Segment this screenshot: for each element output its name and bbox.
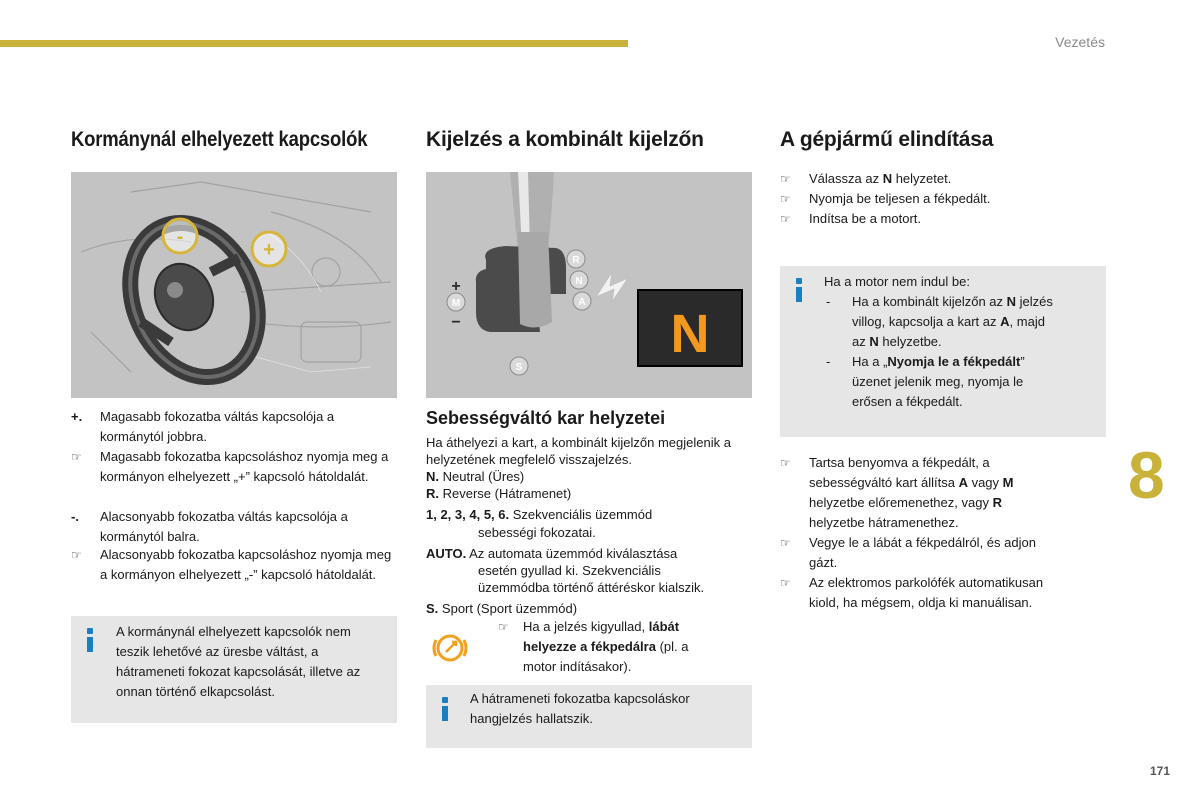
pointing-hand-icon: ☞ <box>780 212 791 226</box>
info-icon <box>441 697 449 721</box>
gear-auto-line2: esetén gyullad ki. Szekvenciális <box>478 563 661 578</box>
list-item-mark: +. <box>71 409 83 424</box>
col1-heading-wrap <box>71 128 408 152</box>
info-icon <box>86 628 94 652</box>
col2-info-box <box>426 685 752 748</box>
gear-seq-line2: sebességi fokozatai. <box>478 525 596 540</box>
pointing-hand-icon: ☞ <box>498 620 509 634</box>
list-item: ☞ Vegye le a lábát a fékpedálról, és adjon gázt. <box>780 535 1036 570</box>
gear-minus-label: − <box>451 314 461 331</box>
list-item <box>71 507 401 545</box>
gear-auto-line3: üzemmódba történő áttéréskor kialszik. <box>478 580 705 595</box>
col3-info-content <box>824 272 1099 412</box>
col1-list <box>71 407 401 585</box>
gear-n-line: N. Neutral (Üres) <box>426 469 525 484</box>
col2-info-text: A hátrameneti fokozatba kapcsoláskor hangjelzés hallatszik. <box>470 691 690 726</box>
col1-info-box <box>71 616 397 723</box>
gear-plus-label: + <box>451 278 461 295</box>
steering-wheel-illustration <box>71 172 397 398</box>
pointing-hand-icon: ☞ <box>71 450 82 464</box>
col1-info-text: A kormánynál elhelyezett kapcsolók nem teszik lehetővé az üresbe váltást, a hátrameneti fokozat kapcsolását, illetve az onnan történő elkapcsolást. <box>116 624 361 699</box>
col2-heading-wrap <box>426 128 704 152</box>
gear-auto-line: AUTO. Az automata üzemmód kiválasztása <box>426 546 678 561</box>
col3-info-title: Ha a motor nem indul be: <box>824 274 970 289</box>
header-accent-bar <box>0 40 628 47</box>
list-item <box>71 545 401 585</box>
brake-warning-icon <box>430 628 470 668</box>
gear-seq-line: 1, 2, 3, 4, 5, 6. Szekvenciális üzemmód <box>426 507 653 522</box>
pointing-hand-icon: ☞ <box>780 192 791 206</box>
col1-heading: Kormánynál elhelyezett kapcsolók <box>71 128 368 151</box>
info-icon <box>795 278 803 302</box>
paddle-minus-label: - <box>176 226 184 248</box>
col3-info-box <box>780 266 1106 437</box>
pointing-hand-icon: ☞ <box>780 172 791 186</box>
gear-r-line: R. Reverse (Hátramenet) <box>426 486 572 501</box>
col2-heading: Kijelzés a kombinált kijelzőn <box>426 128 704 151</box>
gear-s-label: S <box>515 362 523 373</box>
list-item-text: Magasabb fokozatba váltás kapcsolója a kormánytól jobbra. <box>100 409 335 444</box>
page-number: 171 <box>1149 764 1170 778</box>
col3-info-item-b: - Ha a „Nyomja le a fékpedált” üzenet jelenik meg, nyomja le erősen a fékpedált. <box>826 354 1025 409</box>
list-item: ☞ Indítsa be a motort. <box>780 209 1110 229</box>
list-item: ☞ Nyomja be teljesen a fékpedált. <box>780 189 1110 209</box>
col3-info-item-a: - Ha a kombinált kijelzőn az N jelzés villog, kapcsolja a kart az A, majd az N helyzetbe. <box>826 294 1053 349</box>
list-item: ☞ Tartsa benyomva a fékpedált, a sebességváltó kart állítsa A vagy M helyzetbe előremenethez, vagy R helyzetbe hátramenethez. <box>780 455 1014 530</box>
col3-heading: A gépjármű elindítása <box>780 128 994 151</box>
col2-warning-text: ☞ Ha a jelzés kigyullad, lábát helyezze a fékpedálra (pl. a motor indításakor). <box>498 619 689 674</box>
gear-r-label: R <box>572 255 580 266</box>
list-item-mark: -. <box>71 509 79 524</box>
pointing-hand-icon: ☞ <box>71 548 82 562</box>
gear-m-label: M <box>451 298 461 309</box>
gear-lever-figure <box>426 172 752 398</box>
gear-s-line: S. Sport (Sport üzemmód) <box>426 601 578 616</box>
col3-heading-wrap <box>780 128 993 152</box>
list-item: ☞ Az elektromos parkolófék automatikusan kiold, ha mégsem, oldja ki manuálisan. <box>780 575 1044 610</box>
list-item-text: Magasabb fokozatba kapcsoláshoz nyomja meg a kormányon elhelyezett „+” kapcsoló hátoldalát. <box>100 449 389 484</box>
col2-subheading: Sebességváltó kar helyzetei <box>426 408 666 428</box>
pointing-hand-icon: ☞ <box>780 536 791 550</box>
list-item-text: Alacsonyabb fokozatba kapcsoláshoz nyomja meg a kormányon elhelyezett „-” kapcsoló hátoldalát. <box>100 547 392 582</box>
list-item-text: Alacsonyabb fokozatba váltás kapcsolója a kormánytól balra. <box>100 509 348 544</box>
col2-intro: Ha áthelyezi a kart, a kombinált kijelzőn megjelenik a helyzetének megfelelő visszajelzés. <box>426 435 731 467</box>
display-gear-letter: N <box>670 304 710 364</box>
list-item <box>71 447 401 507</box>
pointing-hand-icon: ☞ <box>780 456 791 470</box>
gear-lever-illustration <box>426 172 752 398</box>
steering-wheel-figure <box>71 172 397 398</box>
list-item: ☞ Válassza az N helyzetet. <box>780 169 1110 189</box>
paddle-plus-label: + <box>263 239 275 261</box>
col3-steps <box>780 169 1110 229</box>
pointing-hand-icon: ☞ <box>780 576 791 590</box>
list-item <box>71 407 401 447</box>
gear-n-label: N <box>575 276 583 287</box>
section-title: Vezetés <box>1055 34 1105 50</box>
gear-a-label: A <box>578 297 586 308</box>
col3-steps2 <box>780 453 1110 613</box>
col2-text <box>426 408 756 617</box>
chapter-number: 8 <box>1128 438 1165 512</box>
